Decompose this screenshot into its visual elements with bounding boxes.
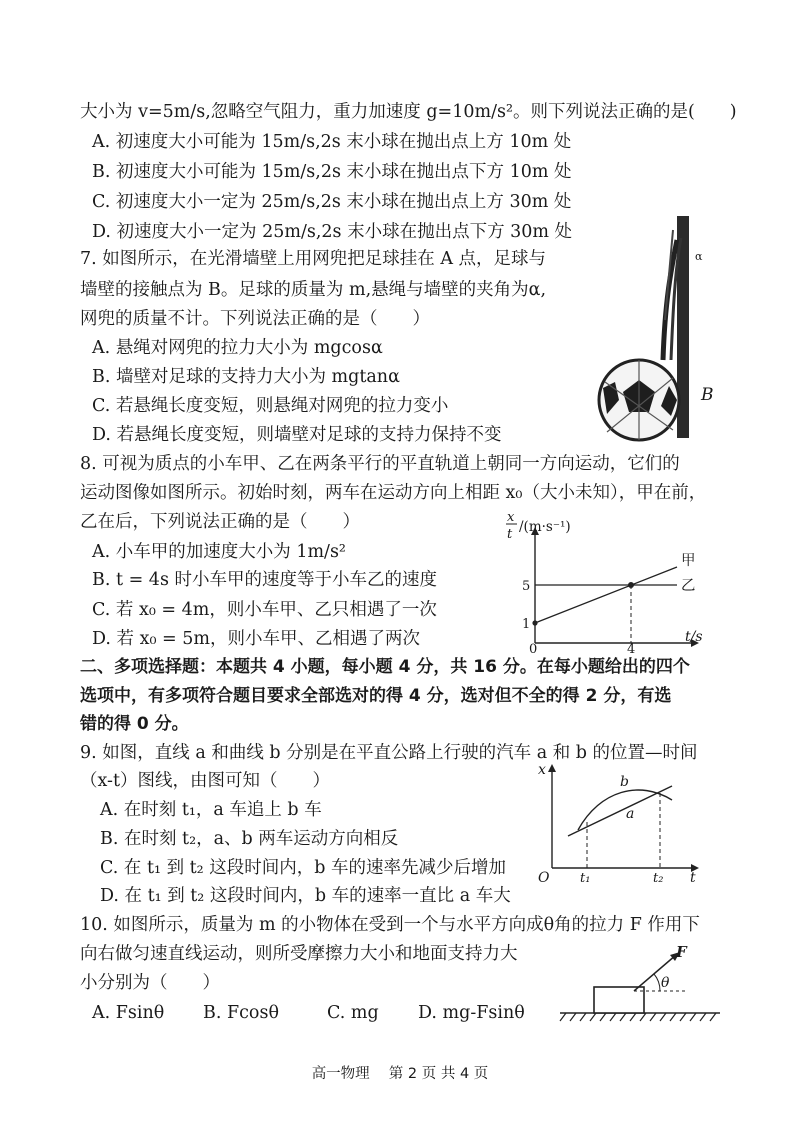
q8-y-unit: /(m·s⁻¹) [519, 519, 571, 535]
force-label: F [676, 943, 687, 961]
q8-tick-y-5: 5 [522, 579, 531, 594]
q8-option-b: B. t = 4s 时小车甲的速度等于小车乙的速度 [92, 570, 437, 590]
page-footer: 高一物理 第 2 页 共 4 页 [311, 1066, 489, 1082]
q8-label-yi: 乙 [681, 578, 696, 594]
q8-graph [495, 505, 725, 655]
q9-option-b: B. 在时刻 t₂，a、b 两车运动方向相反 [100, 829, 399, 849]
q9-option-c: C. 在 t₁ 到 t₂ 这段时间内，b 车的速率先减少后增加 [100, 858, 507, 878]
q7-option-b: B. 墙壁对足球的支持力大小为 mgtanα [92, 367, 400, 387]
q8-line-jia [535, 567, 677, 623]
alpha-label: α [695, 250, 703, 263]
section2-line-2: 选项中，有多项符合题目要求全部选对的得 4 分，选对但不全的得 2 分，有选 [80, 686, 672, 706]
q9-stem-line-1: 9. 如图，直线 a 和曲线 b 分别是在平直公路上行驶的汽车 a 和 b 的位置—时间 [80, 743, 698, 763]
q8-label-jia: 甲 [681, 553, 696, 569]
q8-tick-y-1: 1 [522, 617, 531, 632]
q9-y-label: x [538, 762, 546, 778]
q9-a-label: a [626, 806, 635, 822]
q10-option-a: A. Fsinθ [92, 1003, 165, 1023]
q7-stem-line-3: 网兜的质量不计。下列说法正确的是（ ） [80, 309, 430, 329]
q8-x-label: t/s [685, 629, 703, 645]
q8-stem-line-3: 乙在后，下列说法正确的是（ ） [80, 512, 360, 532]
q9-t2-label: t₂ [653, 871, 664, 886]
q10-stem-line-2: 向右做匀速直线运动，则所受摩擦力大小和地面支持力大 [80, 944, 518, 964]
q10-stem-line-1: 10. 如图所示，质量为 m 的小物体在受到一个与水平方向成θ角的拉力 F 作用下 [80, 915, 700, 935]
q10-option-b: B. Fcosθ [203, 1003, 279, 1023]
q10-block-figure [560, 945, 725, 1025]
theta-label: θ [661, 975, 670, 991]
q8-stem-line-2: 运动图像如图所示。初始时刻，两车在运动方向上相距 x₀（大小未知），甲在前， [80, 483, 707, 503]
q8-option-d: D. 若 x₀ = 5m，则小车甲、乙相遇了两次 [92, 629, 420, 649]
q7-option-a: A. 悬绳对网兜的拉力大小为 mgcosα [92, 338, 383, 358]
q6-option-d: D. 初速度大小一定为 25m/s,2s 末小球在抛出点下方 30m 处 [92, 222, 573, 242]
q7-football-figure [585, 210, 745, 440]
q10-option-d: D. mg-Fsinθ [418, 1003, 525, 1023]
q8-stem-line-1: 8. 可视为质点的小车甲、乙在两条平行的平直轨道上朝同一方向运动，它们的 [80, 454, 680, 474]
q8-option-a: A. 小车甲的加速度大小为 1m/s² [92, 542, 346, 562]
q9-option-a: A. 在时刻 t₁，a 车追上 b 车 [100, 800, 322, 820]
q9-origin-label: O [538, 870, 550, 886]
q7-stem-line-2: 墙壁的接触点为 B。足球的质量为 m,悬绳与墙壁的夹角为α, [80, 280, 547, 300]
q7-stem-line-1: 7. 如图所示，在光滑墙壁上用网兜把足球挂在 A 点，足球与 [80, 249, 547, 269]
force-arrow [634, 955, 676, 991]
q6-option-b: B. 初速度大小可能为 15m/s,2s 末小球在抛出点下方 10m 处 [92, 162, 572, 182]
q9-t1-label: t₁ [580, 871, 591, 886]
section2-line-1: 二、多项选择题：本题共 4 小题，每小题 4 分，共 16 分。在每小题给出的四个 [80, 657, 690, 677]
q6-option-c: C. 初速度大小一定为 25m/s,2s 末小球在抛出点上方 30m 处 [92, 192, 572, 212]
q6-option-a: A. 初速度大小可能为 15m/s,2s 末小球在抛出点上方 10m 处 [92, 132, 572, 152]
q10-stem-line-3: 小分别为（ ） [80, 973, 220, 993]
q8-origin-label: 0 [529, 642, 538, 657]
q9-option-d: D. 在 t₁ 到 t₂ 这段时间内，b 车的速率一直比 a 车大 [100, 886, 511, 906]
q8-option-c: C. 若 x₀ = 4m，则小车甲、乙只相遇了一次 [92, 600, 437, 620]
q9-stem-line-2: （x-t）图线，由图可知（ ） [80, 771, 331, 791]
q8-tick-x-4: 4 [627, 642, 636, 657]
q9-graph [530, 760, 710, 885]
q7-option-d: D. 若悬绳长度变短，则墙壁对足球的支持力保持不变 [92, 425, 502, 445]
point-b-label: B [701, 385, 714, 405]
section2-line-3: 错的得 0 分。 [80, 714, 189, 734]
q10-option-c: C. mg [327, 1003, 379, 1023]
q9-b-label: b [620, 774, 629, 790]
q6-stem-tail: 大小为 v=5m/s,忽略空气阻力，重力加速度 g=10m/s²。则下列说法正确的是( ) [80, 102, 737, 122]
q9-x-label: t [690, 870, 696, 886]
q8-y-label-num: x [507, 510, 515, 525]
q7-option-c: C. 若悬绳长度变短，则悬绳对网兜的拉力变小 [92, 396, 449, 416]
q8-y-label-den: t [507, 527, 513, 542]
